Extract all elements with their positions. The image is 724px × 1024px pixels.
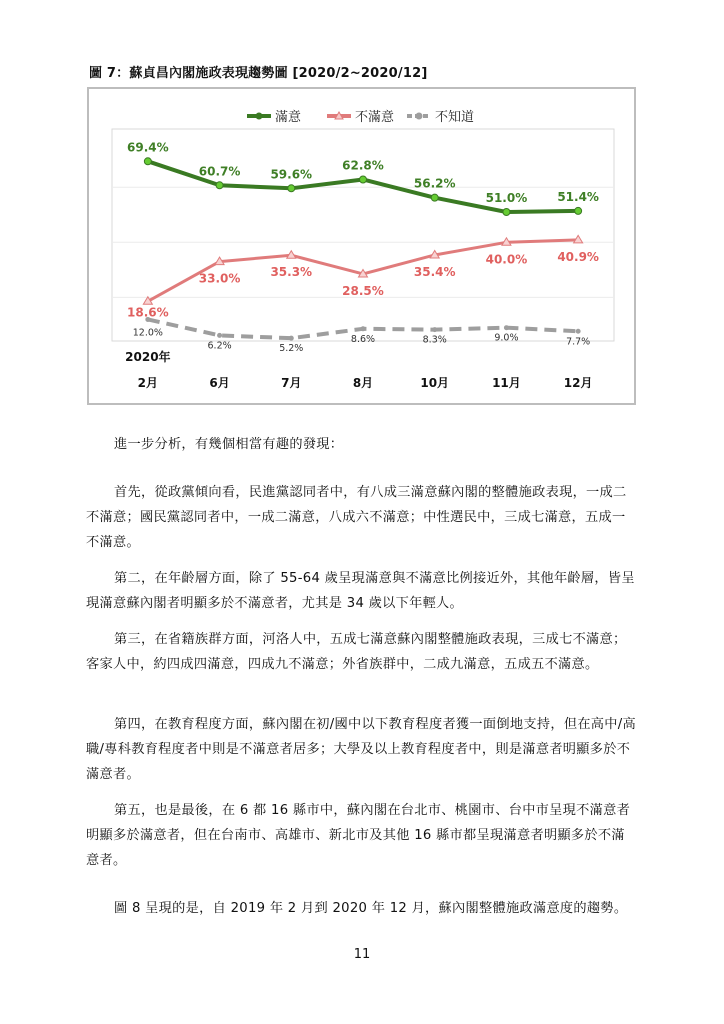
data-label-unknown: 8.3% [422, 334, 447, 346]
year-label: 2020年 [125, 350, 171, 364]
x-tick-label: 2月 [137, 376, 159, 390]
data-point-satisfied [144, 158, 151, 165]
data-label-dissatisfied: 40.9% [557, 249, 599, 264]
data-label-dissatisfied: 33.0% [198, 271, 241, 286]
data-label-satisfied: 56.2% [413, 176, 456, 191]
data-label-dissatisfied: 35.3% [270, 265, 313, 280]
page-number: 11 [353, 947, 371, 962]
data-label-dissatisfied: 28.5% [342, 283, 384, 298]
trend-line-chart [89, 89, 634, 403]
data-label-satisfied: 51.0% [485, 190, 528, 205]
data-label-satisfied: 69.4% [127, 140, 169, 155]
paragraph-closing: 圖 8 呈現的是，自 2019 年 2 月到 2020 年 12 月，蘇內閣整體施政滿意度的趨勢。 [114, 901, 628, 916]
data-label-unknown: 7.7% [566, 336, 591, 348]
data-point-satisfied [575, 207, 582, 214]
data-label-dissatisfied: 35.4% [413, 264, 456, 279]
paragraph-second: 第二，在年齡層方面，除了 55-64 歲呈現滿意與不滿意比例接近外，其他年齡層，皆呈現滿意蘇內閣者明顯多於不滿意者，尤其是 34 歲以下年輕人。 [86, 571, 635, 611]
data-point-satisfied [216, 182, 223, 189]
paragraph-fifth: 第五，也是最後，在 6 都 16 縣市中，蘇內閣在台北市、桃園市、台中市呈現不滿意者明顯多於滿意者，但在台南市、高雄市、新北市及其他 16 縣市都呈現滿意者明顯多於不滿意者。 [86, 803, 631, 868]
data-label-unknown: 8.6% [350, 333, 376, 345]
data-point-unknown [504, 325, 509, 330]
data-label-unknown: 9.0% [494, 332, 519, 344]
data-point-satisfied [431, 194, 438, 201]
legend-label-0: 滿意 [275, 110, 302, 125]
chart-frame [87, 87, 636, 405]
data-point-unknown [217, 333, 222, 338]
paragraph-fourth: 第四，在教育程度方面，蘇內閣在初/國中以下教育程度者獲一面倒地支持，但在高中/高職/專科教育程度者中則是不滿意者居多；大學及以上教育程度者中，則是滿意者明顯多於不滿意者。 [86, 717, 637, 782]
data-point-unknown [576, 329, 581, 334]
paragraph-intro: 進一步分析，有幾個相當有趣的發現： [114, 437, 344, 452]
x-tick-label: 6月 [209, 376, 230, 390]
x-tick-label: 8月 [352, 376, 374, 390]
data-point-unknown [289, 336, 294, 341]
paragraph-first: 首先，從政黨傾向看，民進黨認同者中，有八成三滿意蘇內閣的整體施政表現，一成二不滿意；國民黨認同者中，一成二滿意，八成六不滿意；中性選民中，三成七滿意，五成一不滿意。 [86, 485, 627, 550]
legend-label-1: 不滿意 [355, 110, 395, 125]
x-tick-label: 10月 [420, 376, 450, 390]
data-point-unknown [432, 327, 437, 332]
data-label-dissatisfied: 40.0% [485, 252, 528, 267]
data-label-unknown: 5.2% [279, 343, 304, 355]
data-label-satisfied: 62.8% [342, 158, 384, 173]
x-tick-label: 12月 [563, 376, 593, 390]
data-point-unknown [361, 326, 366, 331]
figure-title: 圖 7：蘇貞昌內閣施政表現趨勢圖 [2020/2~2020/12] [89, 66, 428, 81]
paragraph-third: 第三，在省籍族群方面，河洛人中，五成七滿意蘇內閣整體施政表現，三成七不滿意；客家人中，約四成四滿意，四成九不滿意；外省族群中，二成九滿意，五成五不滿意。 [86, 632, 627, 672]
data-label-satisfied: 51.4% [557, 189, 599, 204]
data-point-satisfied [288, 185, 295, 192]
legend-label-2: 不知道 [435, 110, 475, 125]
legend-marker-0 [256, 113, 263, 120]
x-tick-label: 7月 [281, 376, 302, 390]
legend-marker-2 [416, 113, 423, 120]
data-label-unknown: 6.2% [207, 340, 232, 352]
data-label-satisfied: 60.7% [198, 164, 241, 179]
data-point-satisfied [360, 176, 367, 183]
data-point-satisfied [503, 208, 510, 215]
data-label-satisfied: 59.6% [270, 167, 313, 182]
data-label-dissatisfied: 18.6% [127, 305, 169, 320]
data-label-unknown: 12.0% [132, 327, 163, 339]
x-tick-label: 11月 [492, 376, 521, 390]
